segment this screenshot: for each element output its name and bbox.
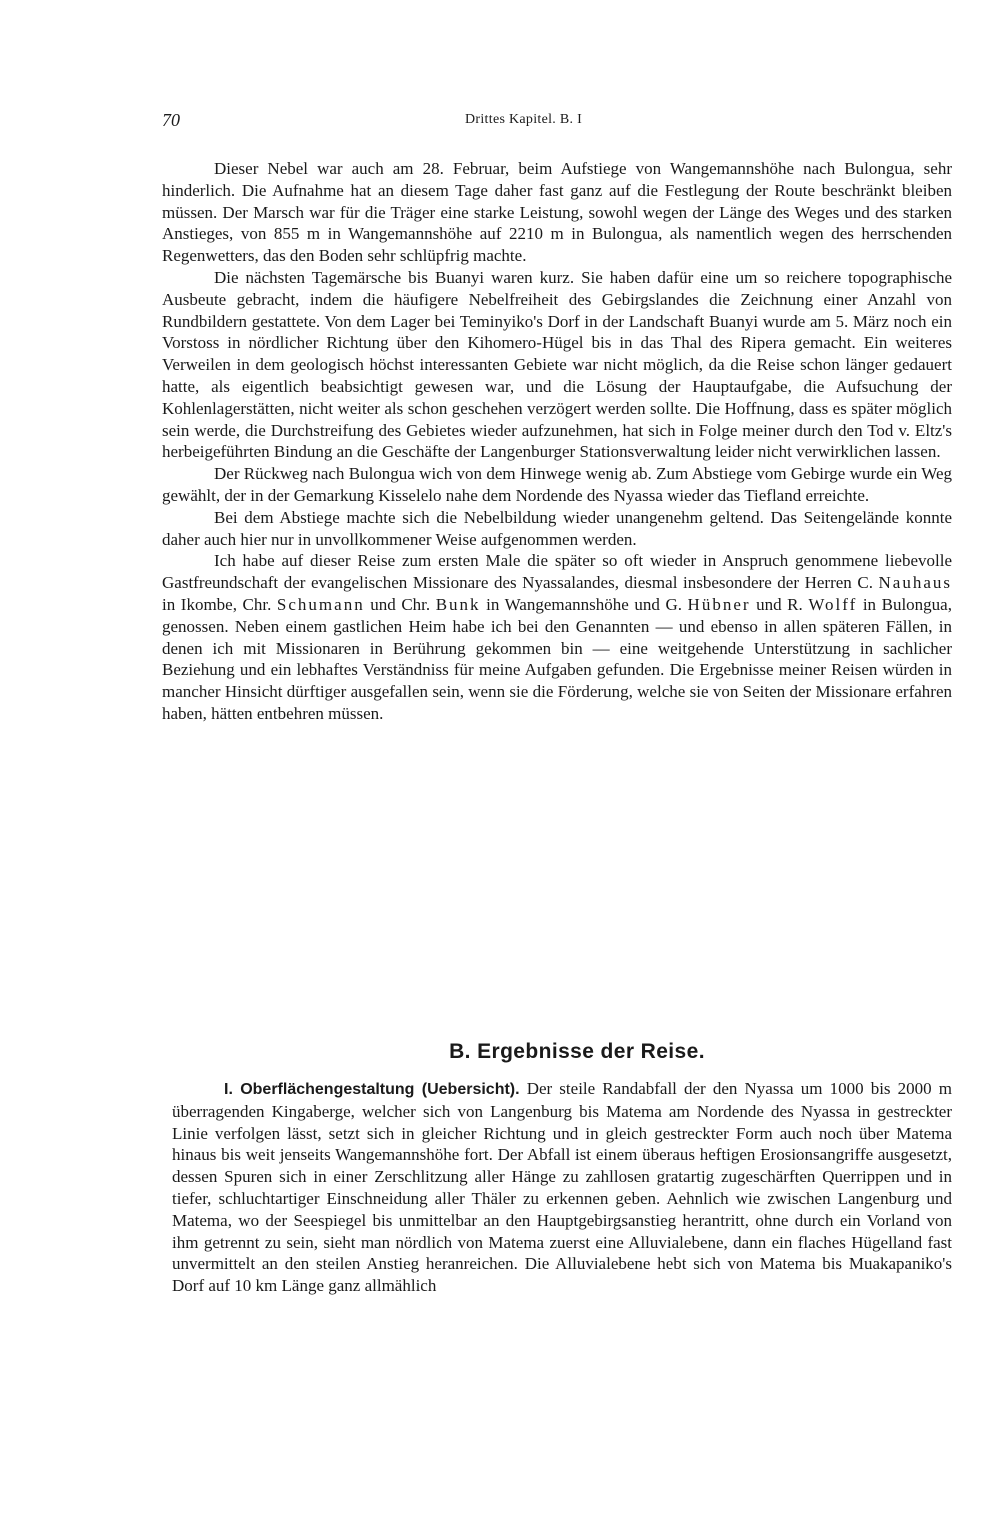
paragraph-2: Die nächsten Tagemärsche bis Buanyi waren kurz. Sie haben dafür eine um so reichere topographische Ausbeute gebracht, indem die häufigere Nebelfreiheit des Gebirgslandes die Zeichnung einer Anzahl von Rundbildern gestattete. Von dem Lager bei Teminyiko's Dorf in der Landschaft Buanyi wurde am 5. März noch ein Vorstoss in nördlicher Richtung über den Kihomero-Hügel bis in das Thal des Ripera gemacht. Ein weiteres Verweilen in dem geologisch höchst interessanten Gebiete war nicht möglich, da die Reise schon länger gedauert hatte, als eigentlich beabsichtigt gewesen war, und die Lösung der Hauptaufgabe, die Aufsuchung der Kohlenlagerstätten, nicht weiter als schon geschehen verzögert werden sollte. Die Hoffnung, dass es später möglich sein werde, die Durchstreifung des Gebietes wieder aufzunehmen, hat sich in Folge meiner durch den Tod v. Eltz's herbeigeführten Bindung an die Geschäfte der Langenburger Stationsverwaltung leider nicht verwirklichen lassen.	[162, 267, 952, 462]
paragraph-5-part-a: Ich habe auf dieser Reise zum ersten Male die später so oft wieder in Anspruch genommene liebevolle Gastfreundschaft der evangelischen Missionare des Nyassalandes, diesmal insbesondere der Herren C.	[162, 551, 952, 593]
section-paragraph	[172, 1078, 952, 1297]
page-header	[162, 110, 952, 140]
paragraph-5-part-b: in Ikombe, Chr.	[162, 594, 277, 614]
section-text: Der steile Randabfall der den Nyassa um 1000 bis 2000 m überragenden Kingaberge, welcher sich von Langenburg bis Matema am Nordende des Nyassa in gestreckter Linie verfolgen lässt, setzt sich in gleicher Richtung und in gleich gestreckter Form auch noch über Matema hinaus bis weit jenseits Wangemannshöhe fort. Der Abfall ist einem überaus heftigen Erosionsangriffe ausgesetzt, dessen Spuren sich in einer Zerschlitzung aller Hänge zu zahllosen gratartig zugeschärften Querrippen und in tiefer, schluchtartiger Einschneidung aller Thäler zu erkennen geben. Aehnlich wie zwischen Langenburg und Matema, wo der Seespiegel bis unmittelbar an den Hauptgebirgsanstieg herantritt, ohne durch ein Vorland von ihm getrennt zu sein, sieht man nördlich von Matema zuerst eine Alluvialebene, dann ein flaches Hügelland fast unvermittelt an den steilen Anstieg heranreichen. Die Alluvialebene hebt sich von Matema bis Muakapaniko's Dorf auf 10 km Länge ganz allmählich	[172, 1079, 953, 1296]
name-schumann: Schumann	[276, 594, 365, 614]
name-wolff: Wolff	[808, 594, 858, 614]
name-huebner: Hübner	[687, 594, 751, 614]
section-heading: B. Ergebnisse der Reise.	[449, 1040, 705, 1063]
paragraph-5	[162, 550, 952, 724]
paragraph-5-part-e: und R.	[750, 594, 809, 614]
paragraph-1: Dieser Nebel war auch am 28. Februar, beim Aufstiege von Wangemannshöhe nach Bulongua, sehr hinderlich. Die Aufnahme hat an diesem Tage daher fast ganz auf die Festlegung der Route beschränkt bleiben müssen. Der Marsch war für die Träger eine starke Leistung, sowohl wegen der Länge des Weges und des starken Anstieges, von 855 m in Wangemannshöhe auf 2210 m in Bulongua, als namentlich wegen des herrschenden Regenwetters, das den Boden sehr schlüpfrig machte.	[162, 159, 952, 266]
paragraph-3: Der Rückweg nach Bulongua wich von dem Hinwege wenig ab. Zum Abstiege vom Gebirge wurde ein Weg gewählt, der in der Gemarkung Kisselelo nahe dem Nordende des Nyassa wieder das Tiefland erreichte.	[162, 464, 952, 505]
section-results	[172, 1040, 952, 1297]
paragraph-5-part-d: in Wangemannshöhe und G.	[480, 594, 688, 614]
paragraph-5-part-f: in Bulongua, genossen. Neben einem gastlichen Heim habe ich bei den Genannten — und ebenso in allen späteren Fällen, in denen ich mit Missionaren in Berührung gekommen bin — eine weitgehende Unterstützung in sachlicher Beziehung und ein lebhaftes Verständniss für meine Aufgaben gefunden. Die Ergebnisse meiner Reisen würden in mancher Hinsicht dürftiger ausgefallen sein, wenn sie die Förderung, welche sie von Seiten der Missionare erfahren haben, hätten entbehren müssen.	[162, 594, 952, 723]
body-text	[162, 158, 952, 725]
name-bunk: Bunk	[435, 594, 481, 614]
subsection-heading: I. Oberflächengestaltung (Uebersicht).	[224, 1081, 520, 1098]
paragraph-5-part-c: und Chr.	[364, 594, 436, 614]
name-nauhaus: Nauhaus	[878, 573, 952, 593]
page-number: 70	[162, 110, 180, 130]
paragraph-4: Bei dem Abstiege machte sich die Nebelbildung wieder unangenehm geltend. Das Seitengelände konnte daher auch hier nur in unvollkommener Weise aufgenommen werden.	[162, 507, 952, 549]
running-head: Drittes Kapitel. B. I	[465, 112, 583, 127]
